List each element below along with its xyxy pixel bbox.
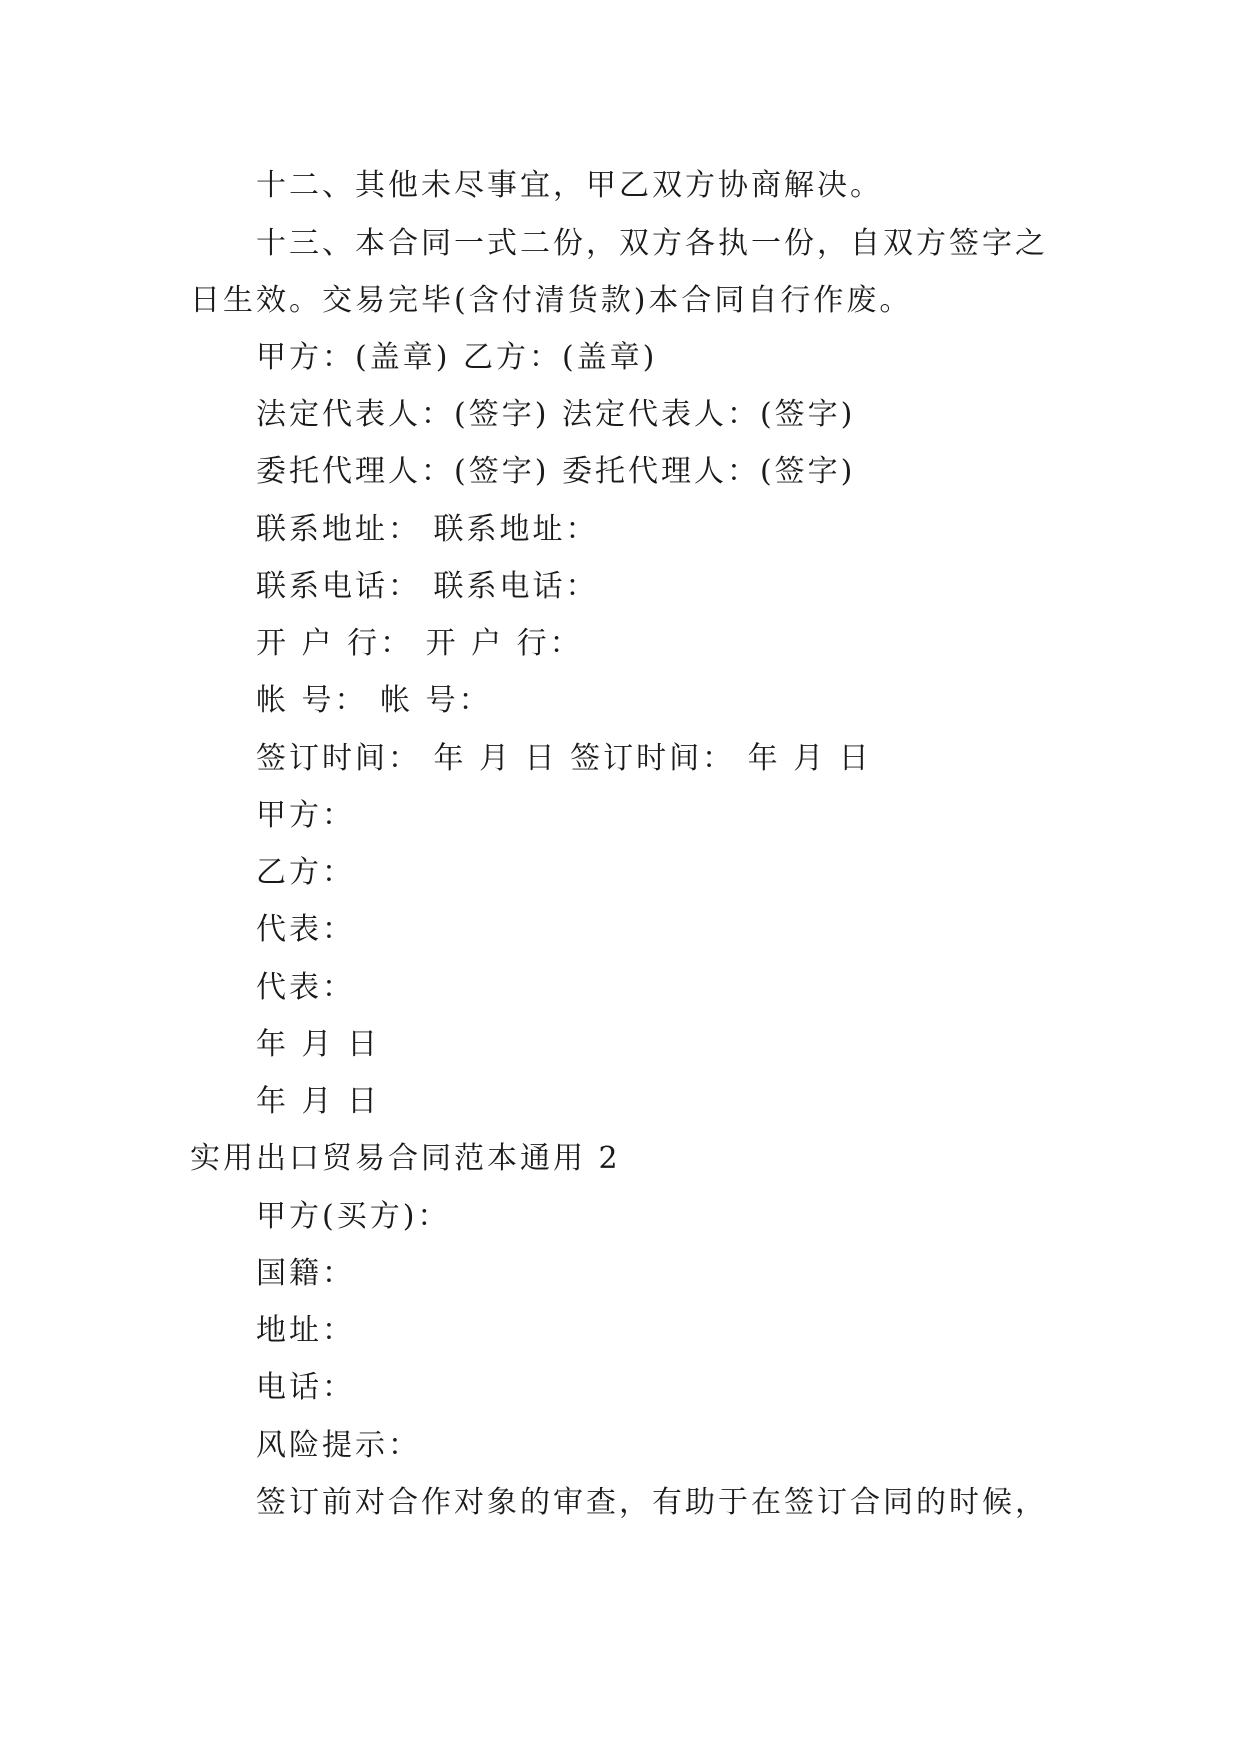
buyer-line: 甲方(买方)： [256,1199,451,1234]
date-line-2: 年 月 日 [256,1084,381,1119]
signing-date-line: 签订时间： 年 月 日 签订时间： 年 月 日 [256,741,872,776]
risk-notice-heading: 风险提示： [256,1428,421,1463]
clause-13-line-2: 日生效。交易完毕(含付清货款)本合同自行作废。 [190,283,913,318]
contact-address-line: 联系地址： 联系地址： [256,512,599,547]
representative-line-2: 代表： [256,970,355,1005]
contact-phone-line: 联系电话： 联系电话： [256,569,599,604]
clause-12: 十二、其他未尽事宜，甲乙双方协商解决。 [256,168,883,203]
bank-line: 开 户 行： 开 户 行： [256,626,583,661]
risk-notice-text: 签订前对合作对象的审查，有助于在签订合同的时候， [256,1485,1048,1520]
party-a-line: 甲方： [256,798,355,833]
nationality-line: 国籍： [256,1256,355,1291]
legal-representative-line: 法定代表人：(签字) 法定代表人：(签字) [256,397,856,432]
representative-line-1: 代表： [256,912,355,947]
clause-13-line-1: 十三、本合同一式二份，双方各执一份，自双方签字之 [256,226,1048,261]
section-title: 实用出口贸易合同范本通用 2 [190,1141,621,1176]
party-seal-line: 甲方：(盖章) 乙方：(盖章) [256,340,658,375]
address-line: 地址： [256,1313,355,1348]
date-line-1: 年 月 日 [256,1027,381,1062]
account-number-line: 帐 号： 帐 号： [256,683,492,718]
phone-line: 电话： [256,1370,355,1405]
party-b-line: 乙方： [256,855,355,890]
authorized-agent-line: 委托代理人：(签字) 委托代理人：(签字) [256,454,856,489]
